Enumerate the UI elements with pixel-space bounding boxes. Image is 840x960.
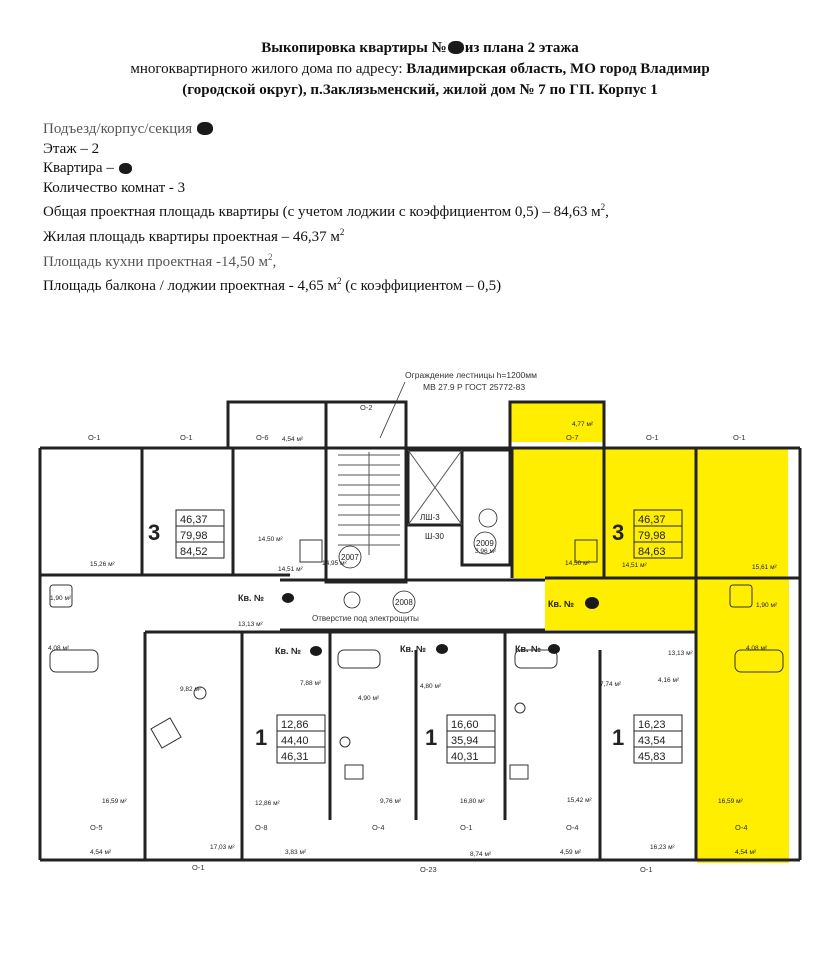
header-line-2: многоквартирного жилого дома по адресу: Владимирская область, МО город Владимир <box>130 61 710 77</box>
svg-text:3: 3 <box>148 520 161 545</box>
highlight-bath <box>697 578 789 703</box>
kitchen-area-line: Площадь кухни проектная -14,50 $м^2$, <box>43 251 277 270</box>
svg-text:35,94: 35,94 <box>451 735 479 747</box>
svg-text:4,54 м²: 4,54 м² <box>735 849 757 856</box>
svg-text:1: 1 <box>255 725 268 750</box>
svg-text:14,50 м²: 14,50 м² <box>565 560 590 567</box>
svg-text:О-2: О-2 <box>360 403 373 412</box>
total-area-line: Общая проектная площадь квартиры (с учетом лоджии с коэффициентом 0,5) – 84,63 $м^2$, <box>43 202 609 221</box>
svg-text:12,86 м²: 12,86 м² <box>255 800 280 807</box>
svg-text:1,90 м²: 1,90 м² <box>50 595 72 602</box>
apartment-line: Квартира – <box>43 159 609 179</box>
svg-text:14,51 м²: 14,51 м² <box>278 566 303 573</box>
header-line-3: (городской округ), п.Заклязьменский, жилой дом № 7 по ГП. Корпус 1 <box>182 82 658 98</box>
svg-text:46,37: 46,37 <box>638 514 666 526</box>
svg-text:О-23: О-23 <box>420 865 437 874</box>
svg-text:12,86: 12,86 <box>281 719 309 731</box>
svg-text:40,31: 40,31 <box>451 751 479 763</box>
svg-text:4,08 м²: 4,08 м² <box>48 645 70 652</box>
svg-text:О-4: О-4 <box>566 823 579 832</box>
floor-plan <box>0 360 840 940</box>
apt-label-1a: Кв. № <box>275 646 302 656</box>
svg-text:46,37: 46,37 <box>180 514 208 526</box>
tag-2007: 2007 <box>341 553 359 562</box>
svg-text:9,76 м²: 9,76 м² <box>380 798 402 805</box>
svg-text:О-1: О-1 <box>192 863 205 872</box>
svg-text:1,90 м²: 1,90 м² <box>756 602 778 609</box>
svg-text:45,83: 45,83 <box>638 751 666 763</box>
apt-label-1c: Кв. № <box>515 644 542 654</box>
svg-text:О-5: О-5 <box>90 823 103 832</box>
svg-text:16,80 м²: 16,80 м² <box>460 798 485 805</box>
highlight-kitchen <box>697 703 789 863</box>
svg-text:15,42 м²: 15,42 м² <box>567 797 592 804</box>
balcony-area-line: Площадь балкона / лоджии проектная - 4,65 $м^2$ (с коэффициентом – 0,5) <box>43 276 502 295</box>
svg-text:О-1: О-1 <box>733 433 746 442</box>
redaction-mark <box>197 122 213 135</box>
apartment-info <box>43 120 609 297</box>
svg-text:16,60: 16,60 <box>451 719 479 731</box>
svg-text:О-8: О-8 <box>255 823 268 832</box>
highlight-room-c <box>696 448 788 578</box>
svg-text:4,90 м²: 4,90 м² <box>358 695 380 702</box>
document-header <box>0 38 840 101</box>
svg-text:3,96 м²: 3,96 м² <box>475 548 497 555</box>
tag-lsh: ЛШ-3 <box>420 513 440 522</box>
svg-text:79,98: 79,98 <box>638 530 666 542</box>
svg-text:84,52: 84,52 <box>180 546 208 558</box>
svg-text:16,59 м²: 16,59 м² <box>102 798 127 805</box>
svg-text:О-1: О-1 <box>460 823 473 832</box>
openings-note: Отверстие под электрощиты <box>312 614 419 623</box>
svg-text:4,59 м²: 4,59 м² <box>560 849 582 856</box>
svg-text:1: 1 <box>612 725 625 750</box>
stamp-apt-1a <box>255 715 325 763</box>
svg-text:79,98: 79,98 <box>180 530 208 542</box>
svg-text:46,31: 46,31 <box>281 751 309 763</box>
tag-2008: 2008 <box>395 598 413 607</box>
svg-text:4,54 м²: 4,54 м² <box>282 436 304 443</box>
svg-text:14,51 м²: 14,51 м² <box>622 562 647 569</box>
gost-note: МВ 27.9 Р ГОСТ 25772-83 <box>423 382 526 392</box>
svg-text:15,26 м²: 15,26 м² <box>90 561 115 568</box>
svg-text:84,63: 84,63 <box>638 546 666 558</box>
svg-text:4,08 м²: 4,08 м² <box>746 645 768 652</box>
svg-text:14,50 м²: 14,50 м² <box>258 536 283 543</box>
living-area-line: Жилая площадь квартиры проектная – 46,37 $м^2$ <box>43 226 345 245</box>
svg-text:4,54 м²: 4,54 м² <box>90 849 112 856</box>
svg-text:43,54: 43,54 <box>638 735 666 747</box>
svg-text:44,40: 44,40 <box>281 735 309 747</box>
rooms-line: Количество комнат - 3 <box>43 179 186 196</box>
stamp-apt-1b <box>425 715 495 763</box>
apartment-labels <box>238 593 599 656</box>
svg-text:16,23 м²: 16,23 м² <box>650 844 675 851</box>
redaction-mark <box>448 41 464 54</box>
svg-text:8,74 м²: 8,74 м² <box>470 851 492 858</box>
svg-text:О-4: О-4 <box>372 823 385 832</box>
apt-label-1b: Кв. № <box>400 644 427 654</box>
highlight-room-a <box>512 448 604 578</box>
svg-text:17,03 м²: 17,03 м² <box>210 844 235 851</box>
svg-text:13,13 м²: 13,13 м² <box>668 650 693 657</box>
svg-text:4,80 м²: 4,80 м² <box>420 683 442 690</box>
stamp-apt-1c <box>612 715 682 763</box>
entrance-line: Подъезд/корпус/секция <box>43 120 609 140</box>
svg-text:13,13 м²: 13,13 м² <box>238 621 263 628</box>
plan-notes <box>312 370 537 623</box>
svg-text:16,23: 16,23 <box>638 719 666 731</box>
stamp-apt-3-left <box>148 510 224 558</box>
svg-text:О-1: О-1 <box>640 865 653 874</box>
svg-text:О-7: О-7 <box>566 433 579 442</box>
svg-text:О-1: О-1 <box>88 433 101 442</box>
svg-text:4,77 м²: 4,77 м² <box>572 421 594 428</box>
svg-text:О-1: О-1 <box>180 433 193 442</box>
header-line-1: Выкопировка квартиры № из плана 2 этажа <box>261 40 579 56</box>
svg-text:3,83 м²: 3,83 м² <box>285 849 307 856</box>
svg-text:О-4: О-4 <box>735 823 748 832</box>
redaction-mark <box>119 163 132 174</box>
floor-line: Этаж – 2 <box>43 140 100 157</box>
svg-text:7,74 м²: 7,74 м² <box>600 681 622 688</box>
svg-text:16,59 м²: 16,59 м² <box>718 798 743 805</box>
svg-text:7,88 м²: 7,88 м² <box>300 680 322 687</box>
svg-text:9,82 м²: 9,82 м² <box>180 686 202 693</box>
svg-text:4,16 м²: 4,16 м² <box>658 677 680 684</box>
apt-label-highlighted: Кв. № <box>548 599 575 609</box>
railing-note: Ограждение лестницы h=1200мм <box>405 370 537 380</box>
svg-text:О-1: О-1 <box>646 433 659 442</box>
svg-text:15,61 м²: 15,61 м² <box>752 564 777 571</box>
svg-text:14,95 м²: 14,95 м² <box>322 560 347 567</box>
svg-text:О-6: О-6 <box>256 433 269 442</box>
apt-label-left: Кв. № <box>238 593 265 603</box>
tag-2009: 2009 <box>476 539 494 548</box>
tag-sh: Ш-30 <box>425 532 444 541</box>
svg-text:1: 1 <box>425 725 438 750</box>
svg-text:3: 3 <box>612 520 625 545</box>
